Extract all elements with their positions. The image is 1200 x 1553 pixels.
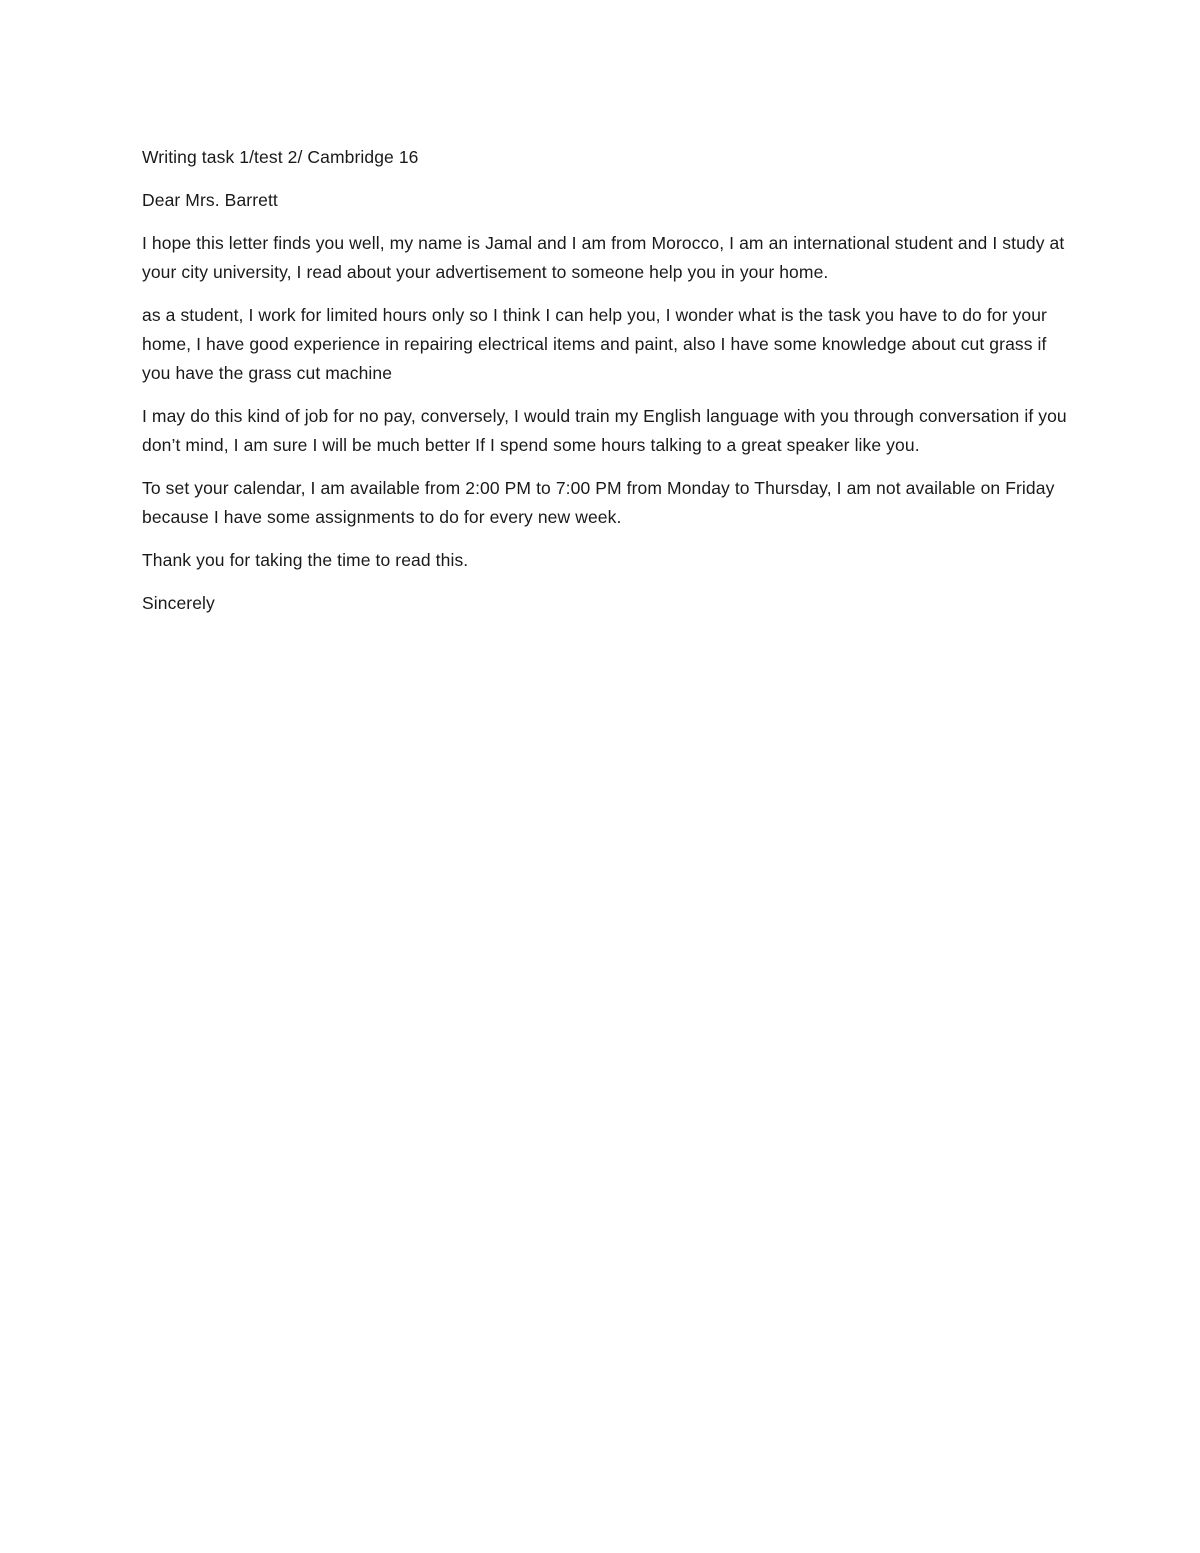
closing: Sincerely xyxy=(142,593,215,613)
paragraph-availability: To set your calendar, I am available from 2:00 PM to 7:00 PM from Monday to Thursday, I am not available on Friday because I have some assignments to do for every new week. xyxy=(142,478,1055,527)
paragraph-payment: I may do this kind of job for no pay, conversely, I would train my English language with you through conversation if you don’t mind, I am sure I will be much better If I spend some hours talking to a great speaker like you. xyxy=(142,406,1067,455)
salutation: Dear Mrs. Barrett xyxy=(142,190,278,210)
paragraph-experience: as a student, I work for limited hours only so I think I can help you, I wonder what is the task you have to do for your home, I have good experience in repairing electrical items and paint, also I have some knowledge about cut grass if you have the grass cut machine xyxy=(142,305,1047,383)
letter-body xyxy=(142,143,1072,632)
document-heading: Writing task 1/test 2/ Cambridge 16 xyxy=(142,147,419,167)
paragraph-introduction: I hope this letter finds you well, my name is Jamal and I am from Morocco, I am an international student and I study at your city university, I read about your advertisement to someone help you in your home. xyxy=(142,233,1065,282)
paragraph-thanks: Thank you for taking the time to read this. xyxy=(142,550,469,570)
